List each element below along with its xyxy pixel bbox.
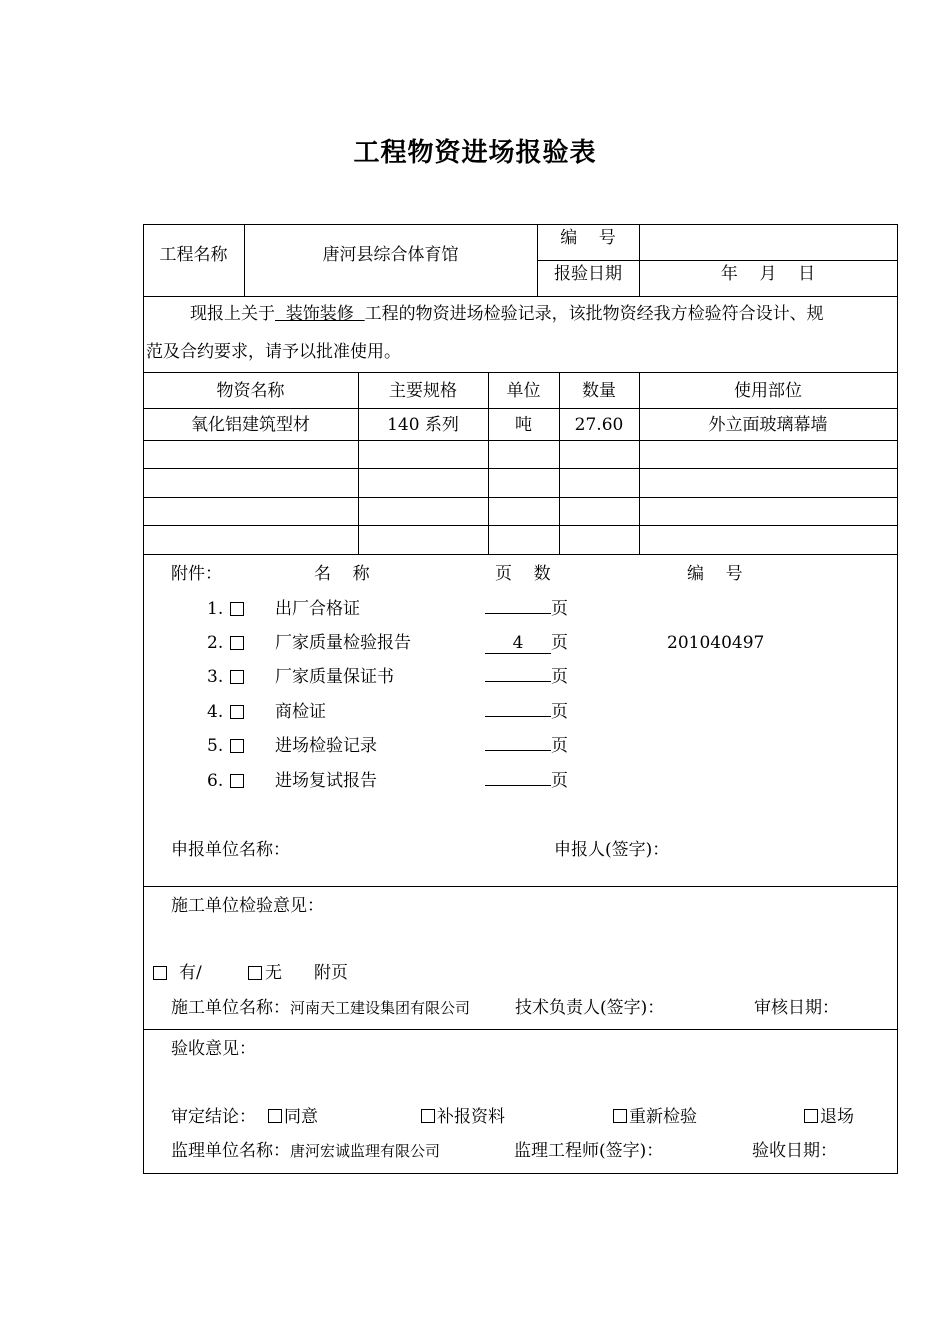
- col-header-spec: 主要规格: [389, 381, 457, 401]
- acceptance-opinion-label: 验收意见：: [171, 1039, 256, 1059]
- divider: [143, 1029, 898, 1030]
- number-label: 编 号: [560, 228, 616, 248]
- attachment-index: 6.: [207, 771, 224, 791]
- supervisor-unit-label: 监理单位名称：: [171, 1141, 290, 1161]
- attachment-pages[interactable]: [485, 613, 551, 614]
- attachment-pages[interactable]: 4: [485, 633, 551, 654]
- checkbox[interactable]: [230, 739, 244, 753]
- contractor-unit-label: 施工单位名称：: [171, 998, 290, 1018]
- border-bottom: [143, 1173, 898, 1174]
- page-title: 工程物资进场报验表: [353, 138, 597, 168]
- statement-suffix: 工程的物资进场检验记录，该批物资经我方检验符合设计、规: [364, 304, 824, 324]
- checkbox[interactable]: [804, 1109, 818, 1123]
- page-unit: 页: [551, 736, 568, 756]
- applicant-person-label: 申报人(签字)：: [554, 840, 670, 860]
- attached-pages-label: 附页: [314, 963, 348, 983]
- divider: [143, 296, 898, 297]
- date-label: 报验日期: [554, 264, 622, 284]
- option-supplement[interactable]: 补报资料: [421, 1107, 505, 1127]
- checkbox[interactable]: [230, 636, 244, 650]
- checkbox[interactable]: [268, 1109, 282, 1123]
- divider: [143, 525, 898, 526]
- divider: [143, 554, 898, 555]
- contractor-opinion-label: 施工单位检验意见：: [171, 896, 324, 916]
- checkbox[interactable]: [421, 1109, 435, 1123]
- contractor-unit-row: [171, 998, 470, 1018]
- page-unit: 页: [551, 702, 568, 722]
- none-label: 无: [265, 963, 282, 983]
- table-cell: 140 系列: [387, 415, 459, 435]
- attachment-index: 1.: [207, 599, 224, 619]
- col-header-location: 使用部位: [734, 381, 802, 401]
- divider: [143, 886, 898, 887]
- attachment-name: 厂家质量检验报告: [275, 633, 411, 653]
- checkbox[interactable]: [230, 670, 244, 684]
- option-reinspect[interactable]: 重新检验: [613, 1107, 697, 1127]
- page-unit: 页: [551, 633, 568, 653]
- attachment-name: 厂家质量保证书: [275, 667, 394, 687]
- attachment-pages[interactable]: [485, 716, 551, 717]
- divider: [143, 372, 898, 373]
- page-unit: 页: [551, 599, 568, 619]
- statement-line-1: [190, 304, 824, 324]
- table-cell: 吨: [515, 415, 532, 435]
- checkbox[interactable]: [613, 1109, 627, 1123]
- date-value[interactable]: 年 月 日: [720, 264, 816, 284]
- supervisor-unit-name: 唐河宏诚监理有限公司: [290, 1142, 441, 1160]
- conclusion-label: 审定结论：: [171, 1107, 256, 1127]
- checkbox-has[interactable]: [153, 966, 167, 980]
- col-header-unit: 单位: [506, 381, 541, 401]
- divider: [537, 260, 898, 261]
- statement-subject: 装饰装修: [275, 304, 365, 324]
- attachment-index: 2.: [207, 633, 224, 653]
- attachments-col-pages: 页 数: [495, 564, 551, 584]
- supervisor-unit-row: [171, 1141, 440, 1161]
- divider: [143, 440, 898, 441]
- attachment-index: 5.: [207, 736, 224, 756]
- attachment-pages[interactable]: [485, 681, 551, 682]
- statement-prefix: 现报上关于: [190, 304, 275, 324]
- attachment-name: 进场复试报告: [275, 771, 377, 791]
- page-unit: 页: [551, 667, 568, 687]
- engineer-label: 监理工程师(签字)：: [514, 1141, 664, 1161]
- checkbox[interactable]: [230, 774, 244, 788]
- attachment-pages[interactable]: [485, 750, 551, 751]
- attachments-label: 附件：: [171, 564, 222, 584]
- statement-line-2: 范及合约要求，请予以批准使用。: [146, 342, 401, 362]
- review-date-label: 审核日期：: [754, 998, 839, 1018]
- border-top: [143, 224, 898, 225]
- project-label: 工程名称: [159, 245, 228, 265]
- project-name: 唐河县综合体育馆: [322, 245, 459, 265]
- page-unit: 页: [551, 771, 568, 791]
- col-header-qty: 数量: [582, 381, 616, 401]
- inspection-form: [143, 224, 898, 1174]
- option-reject[interactable]: 退场: [804, 1107, 854, 1127]
- attachment-name: 出厂合格证: [275, 599, 360, 619]
- checkbox-none[interactable]: [248, 966, 262, 980]
- divider: [143, 408, 898, 409]
- applicant-unit-label: 申报单位名称：: [171, 840, 290, 860]
- acceptance-date-label: 验收日期：: [752, 1141, 837, 1161]
- table-cell: 27.60: [574, 415, 624, 435]
- attachment-number: 201040497: [667, 633, 765, 653]
- attachment-name: 商检证: [275, 702, 326, 722]
- option-agree[interactable]: 同意: [268, 1107, 318, 1127]
- divider: [143, 468, 898, 469]
- border-left: [143, 224, 144, 1174]
- attachments-col-name: 名 称: [314, 564, 370, 584]
- table-cell: 外立面玻璃幕墙: [708, 415, 828, 435]
- divider: [143, 497, 898, 498]
- attachments-col-number: 编 号: [687, 564, 743, 584]
- contractor-unit-name: 河南天工建设集团有限公司: [290, 999, 471, 1017]
- table-cell: 氧化铝建筑型材: [191, 415, 310, 435]
- has-label: 有/: [179, 963, 202, 983]
- attachment-pages[interactable]: [485, 785, 551, 786]
- tech-lead-label: 技术负责人(签字)：: [515, 998, 665, 1018]
- checkbox[interactable]: [230, 705, 244, 719]
- border-right: [897, 224, 898, 1174]
- attachment-name: 进场检验记录: [275, 736, 377, 756]
- attachment-index: 3.: [207, 667, 224, 687]
- col-header-name: 物资名称: [216, 381, 285, 401]
- attachment-index: 4.: [207, 702, 224, 722]
- checkbox[interactable]: [230, 602, 244, 616]
